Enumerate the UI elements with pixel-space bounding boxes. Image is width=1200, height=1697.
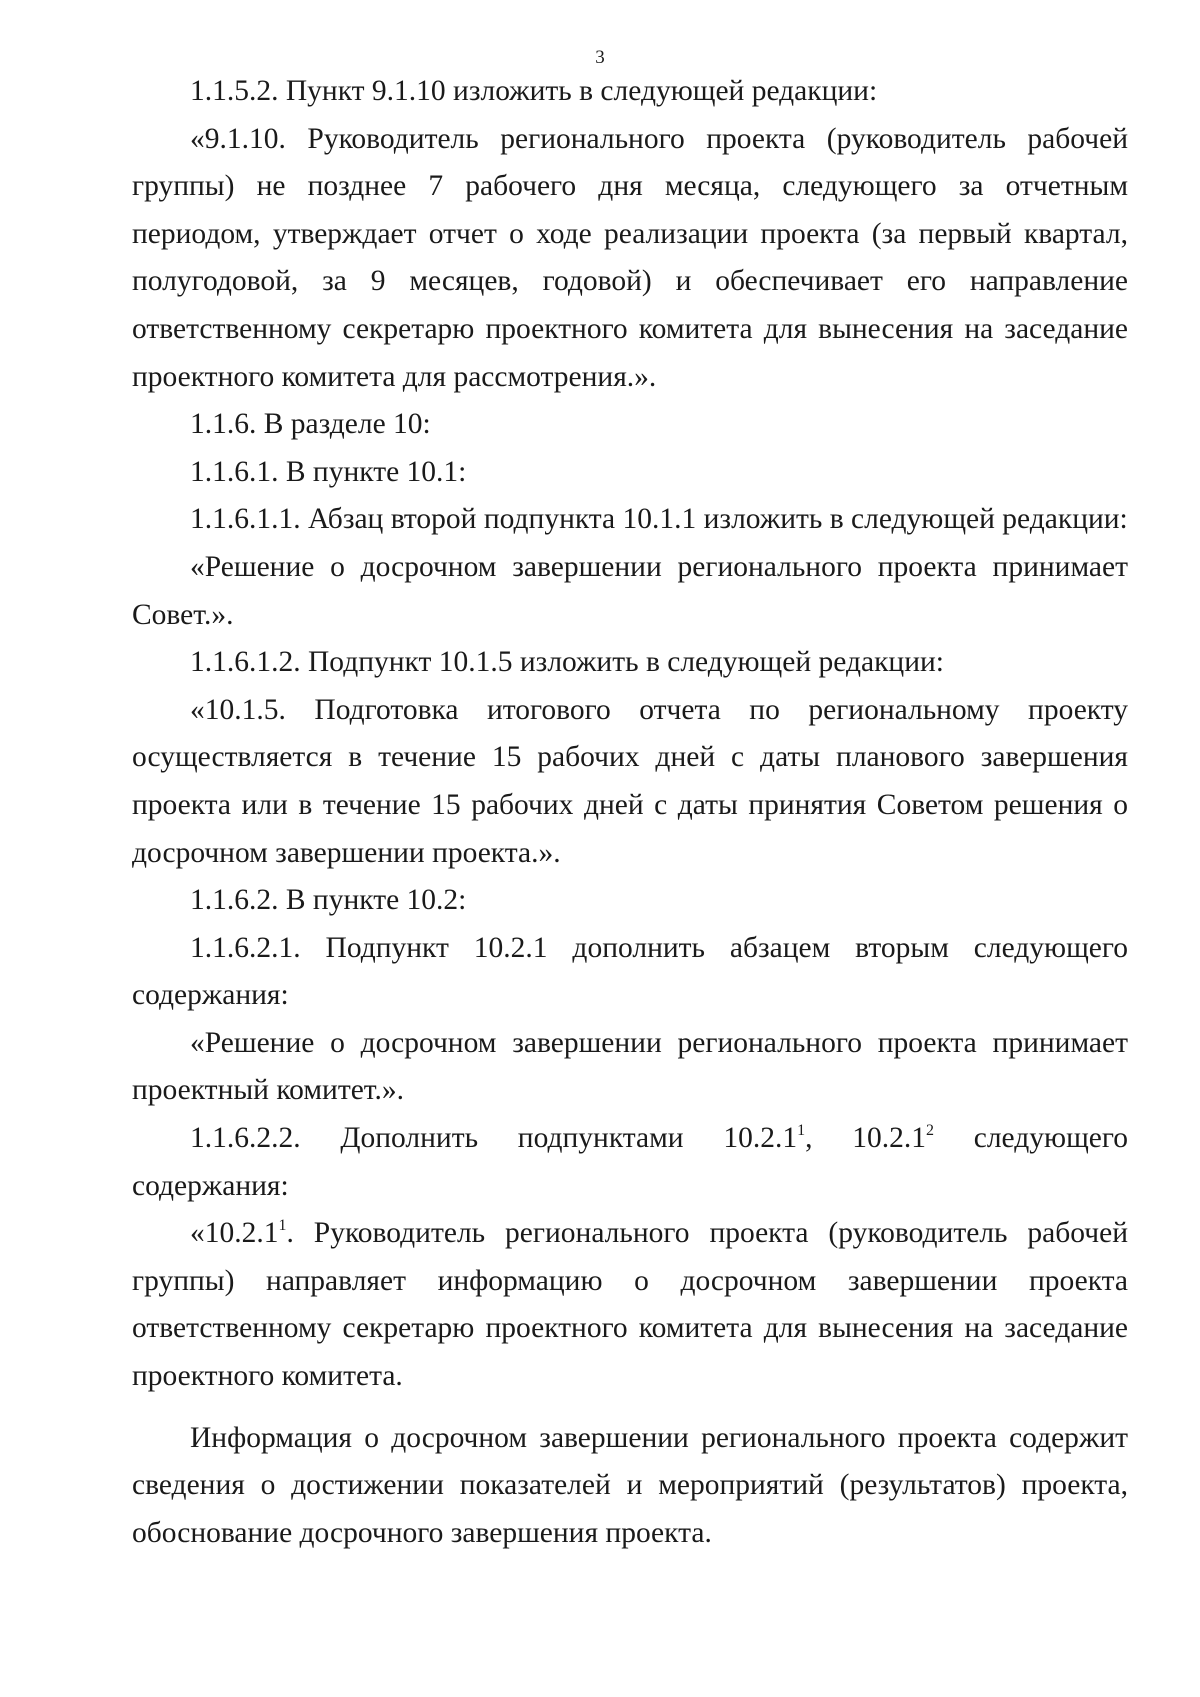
paragraph-1-1-6-1-1: 1.1.6.1.1. Абзац второй подпункта 10.1.1 изложить в следующей редакции: [190, 503, 1128, 536]
addition-text-middle: , 10.2.1 [805, 1122, 926, 1155]
page-number: 3 [595, 47, 605, 68]
paragraph-quote-committee-decision: «Решение о досрочном завершении регионального проекта принимает проектный комитет.». [132, 1026, 1128, 1107]
paragraph-1-1-6-1-2: 1.1.6.1.2. Подпункт 10.1.5 изложить в следующей редакции: [190, 646, 944, 679]
paragraph-quote-10-1-5: «10.1.5. Подготовка итогового отчета по региональному проекту осуществляется в течение 15 рабочих дней с даты планового завершения проекта или в течение 15 рабочих дней с даты принятия Советом решения о досрочном завершении проекта.». [132, 693, 1128, 869]
paragraph-1-1-6-1: 1.1.6.1. В пункте 10.1: [190, 455, 467, 488]
superscript-quote-1: 1 [278, 1217, 287, 1235]
paragraph-early-completion-info: Информация о досрочном завершении регионального проекта содержит сведения о достижении показателей и мероприятий (результатов) проекта, обоснование досрочного завершения проекта. [132, 1421, 1128, 1549]
paragraph-quote-council-decision: «Решение о досрочном завершении регионального проекта принимает Совет.». [132, 550, 1128, 631]
paragraph-1-1-6-2-1: 1.1.6.2.1. Подпункт 10.2.1 дополнить абзацем вторым следующего содержания: [132, 931, 1128, 1012]
paragraph-quote-9-1-10: «9.1.10. Руководитель регионального проекта (руководитель рабочей группы) не позднее 7 рабочего дня месяца, следующего за отчетным периодом, утверждает отчет о ходе реализации проекта (за первый квартал, полугодовой, за 9 месяцев, годовой) и обеспечивает его направление ответственному секретарю проектного комитета для вынесения на заседание проектного комитета для рассмотрения.». [132, 122, 1128, 393]
addition-text-end: следующего содержания: [132, 1122, 1128, 1202]
paragraph-1-1-6: 1.1.6. В разделе 10: [190, 408, 431, 441]
paragraph-quote-10-2-1-1: «10.2.1$^1$. Руководитель регионального проекта (руководитель рабочей группы) направляет информацию о досрочном завершении проекта ответственному секретарю проектного комитета для вынесения на заседание проектного комитета. [132, 1217, 1128, 1393]
superscript-1: 1 [797, 1122, 806, 1140]
superscript-2: 2 [925, 1122, 934, 1140]
addition-text-start: 1.1.6.2.2. Дополнить подпунктами 10.2.1 [190, 1122, 798, 1155]
paragraph-1-1-6-2-2 [132, 1115, 1128, 1210]
document-body [132, 68, 1128, 1557]
paragraph-1-1-6-2: 1.1.6.2. В пункте 10.2: [190, 884, 467, 917]
paragraph-1-1-5-2: 1.1.5.2. Пункт 9.1.10 изложить в следующей редакции: [190, 75, 878, 107]
